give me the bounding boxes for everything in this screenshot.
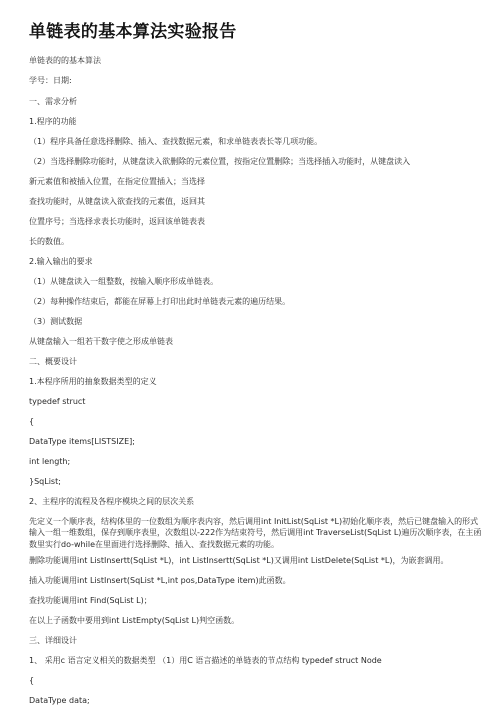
subsection-heading-flow: 2、主程序的流程及各程序模块之间的层次关系 <box>29 497 195 506</box>
paragraph-flow: 先定义一个顺序表，结构体里的一位数组为顺序表内容，然后调用int InitList(SqList *L)初始化顺序表，然后已键盘输入的形式输入一组一维数组，保存到顺序表里，次数组以-222作为结束符号，然后调用int TraverseList(SqList L)遍历次顺序表，在主函数里实行do-while在里面进行选择删除、插入、查找数据元素的功能。 <box>29 517 482 549</box>
text-line: （1）从键盘读入一组整数，按输入顺序形成单链表。 <box>29 277 219 286</box>
text-line: 从键盘输入一组若干数字使之形成单链表 <box>29 337 173 346</box>
text-line: 查找功能时，从键盘读入欲查找的元素值，返回其 <box>29 197 205 206</box>
code-line: { <box>29 676 35 685</box>
code-line: DataType data; <box>29 696 90 705</box>
text-line: 查找功能调用int Find(SqList L)； <box>29 596 152 605</box>
code-line: }SqList; <box>29 477 61 486</box>
document-title: 单链表的基本算法实验报告 <box>29 22 237 42</box>
text-line: 位置序号；当选择求表长功能时，返回该单链表表 <box>29 217 205 226</box>
subsection-heading-functions: 1.程序的功能 <box>29 117 77 126</box>
code-line: int length; <box>29 457 71 466</box>
code-line: typedef struct <box>29 397 86 406</box>
text-line: 在以上子函数中要用到int ListEmpty(SqList L)判空函数。 <box>29 616 240 625</box>
text-line: 新元素值和被插入位置，在指定位置插入；当选择 <box>29 177 205 186</box>
subsection-heading-io: 2.输入输出的要求 <box>29 257 93 266</box>
text-line: （2）每种操作结束后，都能在屏幕上打印出此时单链表元素的遍历结果。 <box>29 297 291 306</box>
text-line: （3）测试数据 <box>29 317 83 326</box>
code-line: DataType items[LISTSIZE]; <box>29 437 135 446</box>
code-line: { <box>29 417 35 426</box>
text-line: （1）程序具备任意选择删除、插入、查找数据元素，和求单链表表长等几项功能。 <box>29 137 323 146</box>
text-line: 长的数值。 <box>29 237 69 246</box>
text-line: 1、 采用c 语言定义相关的数据类型 （1）用C 语言描述的单链表的节点结构 typedef struct Node <box>29 656 382 665</box>
section-heading-overview: 二、概要设计 <box>29 357 77 366</box>
section-heading-detailed-design: 三、详细设计 <box>29 636 77 645</box>
subtitle-line: 单链表的的基本算法 <box>29 56 101 65</box>
text-line: 删除功能调用int ListInsertt(SqList *L)，int ListInsertt(SqList *L)又调用int ListDelete(SqList *L)，为嵌套调用。 <box>29 556 449 565</box>
subsection-heading-adt: 1.本程序所用的抽象数据类型的定义 <box>29 377 157 386</box>
section-heading-requirements: 一、需求分析 <box>29 97 77 106</box>
student-info-line: 学号：日期: <box>29 76 72 85</box>
text-line: 插入功能调用int ListInsert(SqList *L,int pos,DataType item)此函数。 <box>29 576 291 585</box>
text-line: （2）当选择删除功能时，从键盘读入欲删除的元素位置，按指定位置删除；当选择插入功能时，从键盘读入 <box>29 157 411 166</box>
